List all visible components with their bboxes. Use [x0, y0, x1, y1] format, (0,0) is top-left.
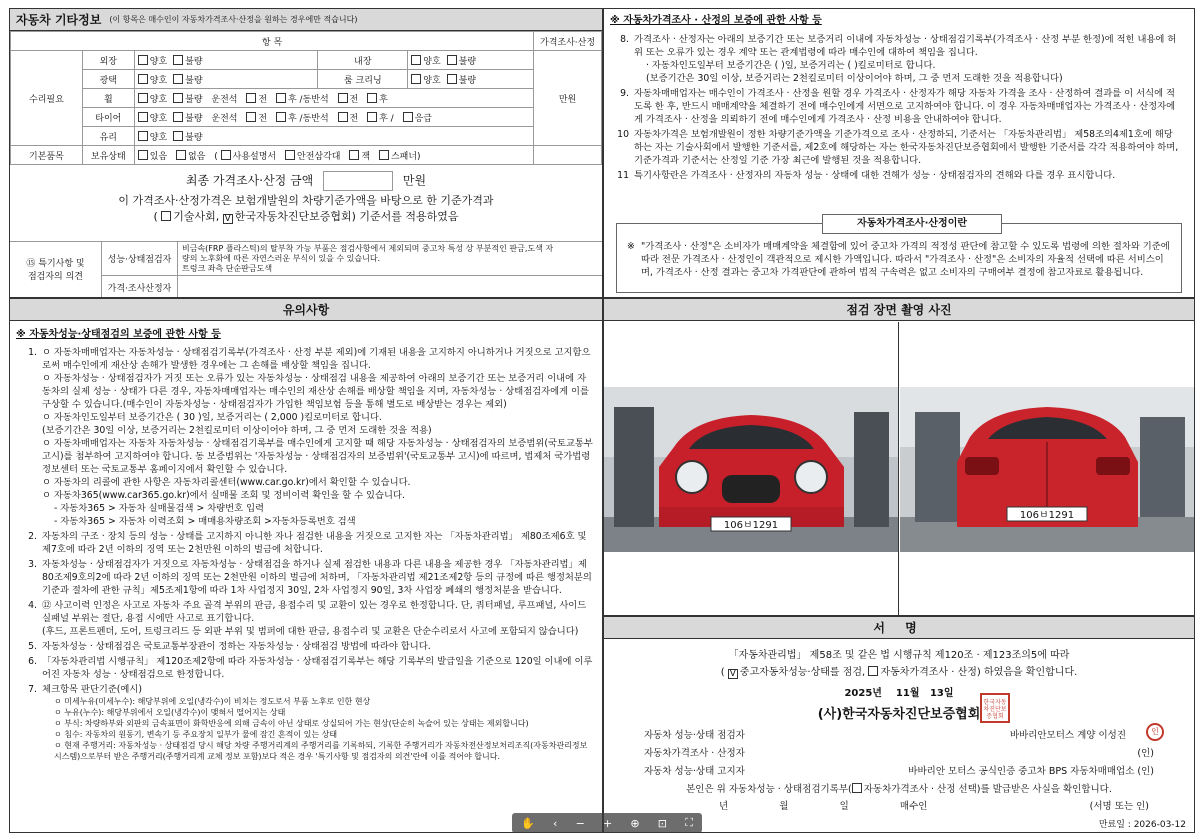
rear-plate-text: 106ㅂ1291: [1019, 510, 1075, 521]
tire-driver-front-checkbox[interactable]: [246, 112, 256, 122]
good-label: 양호: [149, 113, 168, 124]
item-number: 9.: [620, 88, 629, 99]
item-text: 자동차매매업자는 매수인이 가격조사 · 산정을 원할 경우 가격조사 · 산정자가 해당 자동차 가격을 조사 · 산정하여 결과를 이 서식에 적도록 한 후, 반드시 매매계약을 체결하기 전에 매수인에게 서면으로 고지하여야 합니다. 이 경우 자동차매매업자는 가격조사 · 산정자에게 가격조사 · 산정을 의뢰하기 전에 매수인에게 가격조사 · 산정 비용을 안내하여야 합니다.: [634, 88, 1176, 125]
driver-side-label: 운전석: [211, 94, 238, 105]
front-car-image: [604, 387, 899, 552]
repair-label: 수리필요: [11, 51, 83, 146]
good-label: 양호: [149, 132, 168, 143]
bad-label: 불량: [185, 94, 203, 105]
sign-role: 자동차 성능·상태 고지자: [644, 766, 745, 777]
bad-label: 불량: [458, 56, 477, 67]
note-item-5: [20, 640, 594, 653]
rear-label: 후 /: [287, 94, 303, 105]
rear-car-image: [900, 387, 1195, 552]
inspector-seal: 인: [1146, 723, 1164, 741]
perf-text-line2: 량의 노후화에 따른 자연스러운 부식이 있을 수 있습니다.: [182, 254, 381, 263]
passenger-side-label: 동반석: [302, 94, 329, 105]
note-item-6: [20, 655, 594, 681]
item-text: 자동차성능 · 상태점검은 국토교통부장관이 정하는 자동차성능 · 상태점검 방법에 따라야 합니다.: [42, 641, 431, 652]
buyer-label: 매수인: [899, 801, 928, 812]
room-bad-checkbox[interactable]: [447, 74, 457, 84]
bad-label: 불량: [458, 75, 477, 86]
good-label: 양호: [149, 75, 168, 86]
confirm-price-checkbox[interactable]: [852, 783, 862, 793]
vehicle-info-subtitle: (이 항목은 매수인이 자동차가격조사·산정을 원하는 경우에만 적습니다): [109, 15, 358, 24]
price-inspector-label: 가격·조사산정자: [102, 276, 178, 298]
sign-role: 자동차 성능·상태 점검자: [644, 730, 745, 741]
item-number: 5.: [28, 641, 37, 652]
item-number: 4.: [28, 600, 37, 611]
sign-row-inspector: [644, 727, 1154, 741]
rear-photo[interactable]: [900, 322, 1195, 616]
gloss-good-checkbox[interactable]: [138, 74, 148, 84]
bad-label: 불량: [185, 132, 203, 143]
prev-icon[interactable]: ‹: [552, 816, 558, 830]
sign-org: (사)한국자동차진단보증협회: [817, 707, 981, 722]
sign-name: (인): [1137, 748, 1154, 759]
item-text: 자동차가격은 보험개발원이 정한 차량기준가액을 기준가격으로 조사 · 산정하되, 기준서는 「자동차관리법」 제58조의4제1호에 해당하는 자는 기술사회에서 발행한 기준서를, 제2호에 해당하는 자는 한국자동차진단보증협회에서 발행한 기준서를 각각 적용하여야 하며, 기준가격과 기준서는 산정일 기준 가장 최근에 발행된 것을 적용합니다.: [634, 129, 1179, 166]
opinion-label-line1: ⑮ 특기사항 및: [26, 258, 85, 269]
jack-label: 잭: [361, 151, 371, 162]
item-number: 6.: [28, 656, 37, 667]
interior-good-checkbox[interactable]: [411, 55, 421, 65]
item-text: 체크항목 판단기준(예시): [42, 684, 143, 695]
sign-buyer-row: [719, 798, 1149, 812]
callout-mark: ※: [627, 241, 635, 252]
row-gloss-label: 광택: [82, 70, 134, 89]
perf-text-line3: 트렁크 좌측 단순판금도색: [182, 264, 273, 273]
notes-panel: [9, 298, 603, 833]
item-text: 자동차의 구조 · 장치 등의 성능 · 상태를 고지하지 아니한 자나 점검한 내용을 거짓으로 고지한 자는 「자동차관리법」 제80조제6호 및 제7호에 따라 2년 이하의 징역 또는 2천만원 이하의 벌금에 처합니다.: [42, 531, 587, 555]
exterior-bad-checkbox[interactable]: [173, 55, 183, 65]
buyer-year: 년: [719, 801, 729, 812]
note-item-4: [20, 599, 594, 638]
vehicle-info-panel: [9, 8, 603, 298]
guarantee-item-8: [612, 33, 1180, 85]
buyer-month: 월: [779, 801, 789, 812]
final-amount-input[interactable]: [323, 171, 393, 191]
rotate-icon[interactable]: ⊕: [630, 816, 640, 830]
basic-label: 기본품목: [11, 146, 83, 165]
bad-label: 불량: [185, 56, 203, 67]
price-inspector-row: [102, 276, 602, 298]
price-survey-callout: [616, 218, 1182, 293]
tire-good-checkbox[interactable]: [138, 112, 148, 122]
wheel-driver-front-checkbox[interactable]: [246, 93, 256, 103]
tire-driver-rear-checkbox[interactable]: [276, 112, 286, 122]
item-text: ㅇ 자동차성능 · 상태점검자가 거짓 또는 오류가 있는 자동차성능 · 상태점검 내용을 제공하여 아래의 보증기간 또는 보증거리 이내에 자동차의 실제 성능 · 상태가 다른 경우, 자동차매매업자는 매수인의 재산상 손해를 배상할 책임을 지며, 자동차성능 · 상태점검자에게 이를 구상할 수 있습니다.(매수인이 자동차성능 · 상태점검자가 가입한 책임보험 등을 통해 별도로 배상받는 경우는 제외): [42, 373, 590, 410]
item-sub: ㅇ 부식: 차량하부와 외판의 금속표면이 화학반응에 의해 금속이 아닌 상태로 상실되어 가는 현상(단순히 녹슬어 있는 상태는 제외합니다): [54, 719, 529, 728]
price-survey-checkbox[interactable]: [868, 666, 878, 676]
kada-checkbox[interactable]: V: [224, 214, 231, 224]
item-number: 8.: [620, 34, 629, 45]
signature-title: 서 명: [873, 621, 925, 635]
note-item-1: [20, 346, 594, 528]
item-text: ㅇ 자동차의 리콜에 관한 사항은 자동차리콜센터(www.car.go.kr)에서 확인할 수 있습니다.: [42, 477, 411, 488]
wheel-passenger-front-checkbox[interactable]: [338, 93, 348, 103]
item-sub: ㅇ 침수: 자동차의 원동기, 변속기 등 주요장치 일부가 물에 잠긴 흔적이 있는 상태: [54, 730, 338, 739]
emergency-label: 응급: [414, 113, 432, 124]
sign-month: 11월: [895, 688, 920, 699]
row-tire-label: 타이어: [82, 108, 134, 127]
item-number: 11: [617, 170, 629, 181]
tire-bad-checkbox[interactable]: [173, 112, 183, 122]
wheel-passenger-rear-checkbox[interactable]: [367, 93, 377, 103]
sign-role: 자동차가격조사 · 산정자: [644, 748, 745, 759]
item-text: (보증기간은 30일 이상, 보증거리는 2천킬로미터 이상이어야 하며, 그 중 먼저 도래한 것을 적용): [42, 425, 432, 436]
item-sub: ㅇ 누유(누수): 해당부위에서 오일(냉각수)이 맺혀서 떨어지는 상태: [54, 708, 286, 717]
have-label: 있음: [149, 151, 168, 162]
guarantee-item-11: [612, 169, 1180, 182]
notes-header: [10, 299, 602, 321]
price-unit: 만원: [534, 51, 602, 146]
interior-bad-checkbox[interactable]: [447, 55, 457, 65]
item-sub: - 자동차365 > 자동차 이력조회 > 매매용차량조회 >자동차등록번호 검색: [54, 516, 356, 527]
basic-price-cell: [534, 146, 602, 165]
gloss-bad-checkbox[interactable]: [173, 74, 183, 84]
front-photo[interactable]: [604, 322, 899, 616]
item-text: ⑫ 사고이력 인정은 사고로 자동차 주요 골격 부위의 판금, 용접수리 및 교환이 있는 경우로 한정합니다. 단, 쿼터패널, 루프패널, 사이드실패널 부위는 절단, 용접 시에만 사고로 표기합니다.: [42, 600, 587, 624]
bad-label: 불량: [185, 75, 203, 86]
item-text: 가격조사 · 산정자는 아래의 보증기간 또는 보증거리 이내에 자동차성능 · 상태점검기록부(가격조사 · 산정 부분 한정)에 적힌 내용에 허위 또는 오류가 있는 경우 계약 또는 관계법령에 따라 매수인에 대하여 책임을 집니다.: [634, 34, 1177, 58]
org-stamp: 한국자동차진단보증협회: [980, 693, 1010, 723]
triangle-checkbox[interactable]: [285, 150, 295, 160]
row-exterior-label: 외장: [82, 51, 134, 70]
tech-society-checkbox[interactable]: [161, 211, 171, 221]
item-text: (후드, 프론트펜더, 도어, 트렁크리드 등 외판 부위 및 범퍼에 대한 판금, 용접수리 및 교환은 단순수리로서 사고에 포함되지 않습니다): [42, 626, 579, 637]
room-good-checkbox[interactable]: [411, 74, 421, 84]
confirm-text-a: 본인은 위 자동차성능 · 상태점검기록부(: [686, 784, 852, 795]
row-interior-label: 내장: [318, 51, 408, 70]
note-item-7: [20, 683, 594, 762]
good-label: 양호: [423, 56, 441, 67]
col-item-header: 항 목: [11, 32, 534, 51]
guarantee-title: ※ 자동차가격조사 · 산정의 보증에 관한 사항 등: [610, 14, 822, 26]
guarantee-item-9: [612, 87, 1180, 126]
guarantee-body: [604, 27, 1194, 182]
sign-year: 2025년: [844, 688, 882, 699]
glass-good-checkbox[interactable]: [138, 131, 148, 141]
manual-checkbox[interactable]: [221, 150, 231, 160]
notes-subhead: ※ 자동차성능·상태점검의 보증에 관한 사항 등: [16, 329, 221, 340]
wheel-bad-checkbox[interactable]: [173, 93, 183, 103]
sign-row-price: [644, 745, 1154, 759]
fullscreen-icon[interactable]: ⛶: [685, 816, 693, 829]
driver-side-label: 운전석: [211, 113, 238, 124]
bad-label: 불량: [185, 113, 203, 124]
front-label: 전: [349, 94, 359, 105]
glass-bad-checkbox[interactable]: [173, 131, 183, 141]
kada-label: 한국자동차진단보증협회) 기준서를 적용하였음: [234, 210, 459, 223]
perf-inspector-label: 성능·상태점검자: [102, 242, 178, 275]
rear-label: 후 /: [287, 113, 303, 124]
callout-text: "가격조사 · 산정"은 소비자가 매매계약을 체결함에 있어 중고차 가격의 적정성 판단에 참고할 수 있도록 법령에 의한 절차와 기준에 따라 전문 가격조사 · 산정인이 객관적으로 제시한 가액입니다. 따라서 "가격조사 · 산정"은 소비자의 자율적 선택에 따른 서비스이며, 가격조사 · 산정 결과는 중고차 가격판단에 관하여 법적 구속력은 없고 소비자의 구매여부 결정에 참고자료로 활용됩니다.: [641, 241, 1170, 278]
guarantee-header: [604, 9, 1194, 27]
wheel-good-checkbox[interactable]: [138, 93, 148, 103]
final-amount-unit: 만원: [402, 173, 427, 188]
front-label: 전: [258, 94, 268, 105]
fit-icon[interactable]: ⊡: [657, 816, 668, 830]
item-sub: · 자동차인도일부터 보증기간은 ( )일, 보증거리는 ( )킬로미터로 합니다.: [646, 60, 936, 71]
spanner-label: 스패너: [390, 151, 418, 162]
inspection-checkbox[interactable]: V: [729, 669, 736, 679]
tire-passenger-front-checkbox[interactable]: [338, 112, 348, 122]
good-label: 양호: [149, 56, 168, 67]
item-text: ㅇ 자동차365(www.car365.go.kr)에서 실매물 조회 및 정비이력 확인을 할 수 있습니다.: [42, 490, 405, 501]
tire-passenger-rear-checkbox[interactable]: [367, 112, 377, 122]
guarantee-item-10: [612, 128, 1180, 167]
opinion-label-line2: 점검자의 의견: [27, 271, 83, 282]
triangle-label: 안전삼각대: [297, 151, 341, 162]
row-wheel-label: 휠: [82, 89, 134, 108]
item-text: 자동차성능 · 상태점검자가 거짓으로 자동차성능 · 상태점검을 하거나 실제 점검한 내용과 다른 내용을 제공한 경우 「자동차관리법」제80조제9호의2에 따라 2년 이하의 징역 또는 2천만원 이하의 벌금에 처하며, 「자동차관리법 제21조제2항 등의 규정에 따른 행정처분의 기준과 절차에 관한 규칙」제5조제1항에 따라 1차 사업정지 30일, 2차 사업정지 90일, 3차 사업장 폐쇄의 행정처분을 받습니다.: [42, 559, 592, 596]
sign-name: 바바리안 모터스 공식인증 중고차 BPS 자동차매매업소 (인): [908, 766, 1154, 777]
notes-list: [10, 344, 602, 762]
callout-title: 자동차가격조사·산정이란: [822, 214, 1002, 234]
exterior-good-checkbox[interactable]: [138, 55, 148, 65]
item-number: 10: [617, 129, 629, 140]
item-number: 2.: [28, 531, 37, 542]
item-text: ㅇ 자동차매매업자는 자동차성능 · 상태점검기록부(가격조사 · 산정 부분 제외)에 기재된 내용을 고지하지 아니하거나 거짓으로 고지함으로써 매수인에게 재산상 손해가 발생한 경우에는 그 손해를 배상할 책임을 집니다.: [42, 347, 591, 371]
notes-title: 유의사항: [282, 303, 330, 317]
perf-inspector-text: [182, 244, 598, 274]
buyer-day: 일: [839, 801, 849, 812]
photos-header: [604, 299, 1194, 321]
sign-confirm: [644, 781, 1154, 795]
hand-icon[interactable]: ✋: [521, 816, 535, 830]
spanner-checkbox[interactable]: [379, 150, 389, 160]
photos-panel: [603, 298, 1195, 616]
item-text: ㅇ 자동차매매업자는 자동차 자동차성능 · 상태점검기록부를 매수인에게 고지할 때 해당 자동차성능 · 상태점검자의 보증범위(국토교통부 고시)를 첨부하여 고지하여야 합니다. 동 보증범위는 '자동차성능 · 상태점검자의 보증범위'(국토교통부 고시)에 따르며, 법제처 국가법령정보센터 또는 국토교통부 홈페이지에서 확인할 수 있습니다.: [42, 438, 593, 475]
vehicle-info-header: [10, 9, 602, 31]
item-sub: ㅇ 현재 주행거리: 자동차성능 · 상태점검 당시 해당 차량 주행거리계의 주행거리를 기록하되, 기록한 주행거리가 자동차전산정보처리조직(자동차관리정보시스템)으로부터 받은 주행거리(주행거리계 교체 정보 포함)보다 적은 경우 '특기사항 및 점검자의 의견'란에 이를 적어야 합니다.: [54, 741, 588, 761]
jack-checkbox[interactable]: [349, 150, 359, 160]
buyer-sign[interactable]: (서명 또는 인): [1089, 801, 1149, 812]
signature-header: [604, 617, 1194, 639]
sign-day: 13일: [929, 688, 954, 699]
viewer-toolbar: [512, 813, 702, 833]
wheel-driver-rear-checkbox[interactable]: [276, 93, 286, 103]
perf-inspector-row: [102, 242, 602, 276]
item-number: 1.: [28, 347, 37, 358]
good-label: 양호: [149, 94, 168, 105]
sign-line2b: 자동차가격조사 · 산정) 하였음을 확인합니다.: [880, 667, 1078, 678]
tire-emergency-checkbox[interactable]: [403, 112, 413, 122]
vehicle-info-table: 항 목 가격조사·산정 수리필요 외장 양호 불량 내장 양호 불량 만원 광택 양호 불량 룸 크리닝 양호 불량 휠 양호 불량 운전석 전 후 /동반석 전 후 타이어 양호 불량 운전석 전 후 /동반석 전 후 / 응급 유리 양호 불량 기본품목 보유상태 있음 없음 ( 사용설명서 안전삼각대 잭 스패너): [10, 31, 602, 165]
col-price-header: 가격조사·산정: [534, 32, 602, 51]
front-label: 전: [258, 113, 268, 124]
none-label: 없음: [188, 151, 206, 162]
note-item-3: [20, 558, 594, 597]
standard-statement: 이 가격조사·산정가격은 보험개발원의 차량기준가액을 바탕으로 한 기준가격과 ( 기술사회, V 한국자동차진단보증협회) 기준서를 적용하였음: [10, 193, 602, 225]
sign-line2a: 중고자동차성능·상태를 점검,: [739, 667, 866, 678]
vehicle-info-title: 자동차 기타정보: [16, 13, 102, 27]
row-glass-label: 유리: [82, 127, 134, 146]
sign-row-notifier: [644, 763, 1154, 777]
signature-body: 「자동차관리법」 제58조 및 같은 법 시행규칙 제120조 · 제123조의5에 따라 ( V 중고자동차성능·상태를 점검, 자동차가격조사 · 산정) 하였음을 확인합니다. 2025년 11월 13일 (사)한국자동차진단보증협회: [604, 639, 1194, 723]
sign-line1: 「자동차관리법」 제58조 및 같은 법 시행규칙 제120조 · 제123조의5에 따라: [728, 650, 1070, 661]
perf-text-line1: 비금속(FRP 플라스틱)의 탈부착 가능 부품은 점검사항에서 제외되며 중고차 특성 상 부분적인 판금,도색 자: [182, 244, 554, 253]
item-text: 특기사항란은 가격조사 · 산정자의 자동차 성능 · 상태에 대한 견해가 성능 · 상태점검자의 견해와 다를 경우 표시합니다.: [634, 170, 1116, 181]
rear-label: 후 /: [379, 113, 394, 124]
guarantee-panel: [603, 8, 1195, 298]
front-label: 전: [349, 113, 359, 124]
zoom-out-icon[interactable]: −: [575, 816, 585, 830]
good-label: 양호: [423, 75, 441, 86]
opinion-section: [10, 241, 602, 298]
manual-label: 사용설명서: [232, 151, 277, 162]
photos-title: 점검 장면 촬영 사진: [846, 303, 952, 317]
sign-name: 바바리안모터스 계양 이성진: [1009, 730, 1126, 741]
tech-society-label: 기술사회,: [173, 210, 220, 223]
confirm-text-b: 자동차가격조사 · 산정 선택)를 발급받은 사실을 확인합니다.: [863, 784, 1112, 795]
passenger-side-label: 동반석: [302, 113, 329, 124]
standard-line1: 이 가격조사·산정가격은 보험개발원의 차량기준가액을 바탕으로 한 기준가격과: [118, 194, 494, 207]
row-room-cleaning-label: 룸 크리닝: [318, 70, 408, 89]
item-sub: ㅇ 미세누유(미세누수): 해당부위에 오일(냉각수)이 비치는 정도로서 부품 노후로 인한 현상: [54, 697, 371, 706]
front-plate-text: 106ㅂ1291: [723, 520, 779, 531]
none-checkbox[interactable]: [176, 150, 186, 160]
expiry-date: 만료일 : 2026-03-12: [1098, 820, 1186, 830]
own-status-label: 보유상태: [82, 146, 134, 165]
have-checkbox[interactable]: [138, 150, 148, 160]
item-text: 「자동차관리법 시행규칙」 제120조제2항에 따라 자동차성능 · 상태점검기록부는 해당 기록부의 발급일을 기준으로 120일 이내에 이루어진 자동차 성능 · 상태점검으로 한정합니다.: [42, 656, 593, 680]
item-number: 3.: [28, 559, 37, 570]
signature-panel: [603, 616, 1195, 833]
final-amount-row: [10, 165, 602, 193]
zoom-in-icon[interactable]: +: [602, 816, 613, 830]
item-sub: - 자동차365 > 자동차 실매물검색 > 차량번호 입력: [54, 503, 265, 514]
rear-label: 후: [379, 94, 388, 105]
item-sub: (보증기간은 30일 이상, 보증거리는 2천킬로미터 이상이어야 하며, 그 중 먼저 도래한 것을 적용합니다): [646, 73, 1063, 84]
opinion-label: [10, 242, 102, 298]
item-number: 7.: [28, 684, 37, 695]
final-amount-label: 최종 가격조사·산정 금액: [185, 173, 314, 188]
note-item-2: [20, 530, 594, 556]
item-text: ㅇ 자동차인도일부터 보증기간은 ( 30 )일, 보증거리는 ( 2,000 )킬로미터로 합니다.: [42, 412, 382, 423]
